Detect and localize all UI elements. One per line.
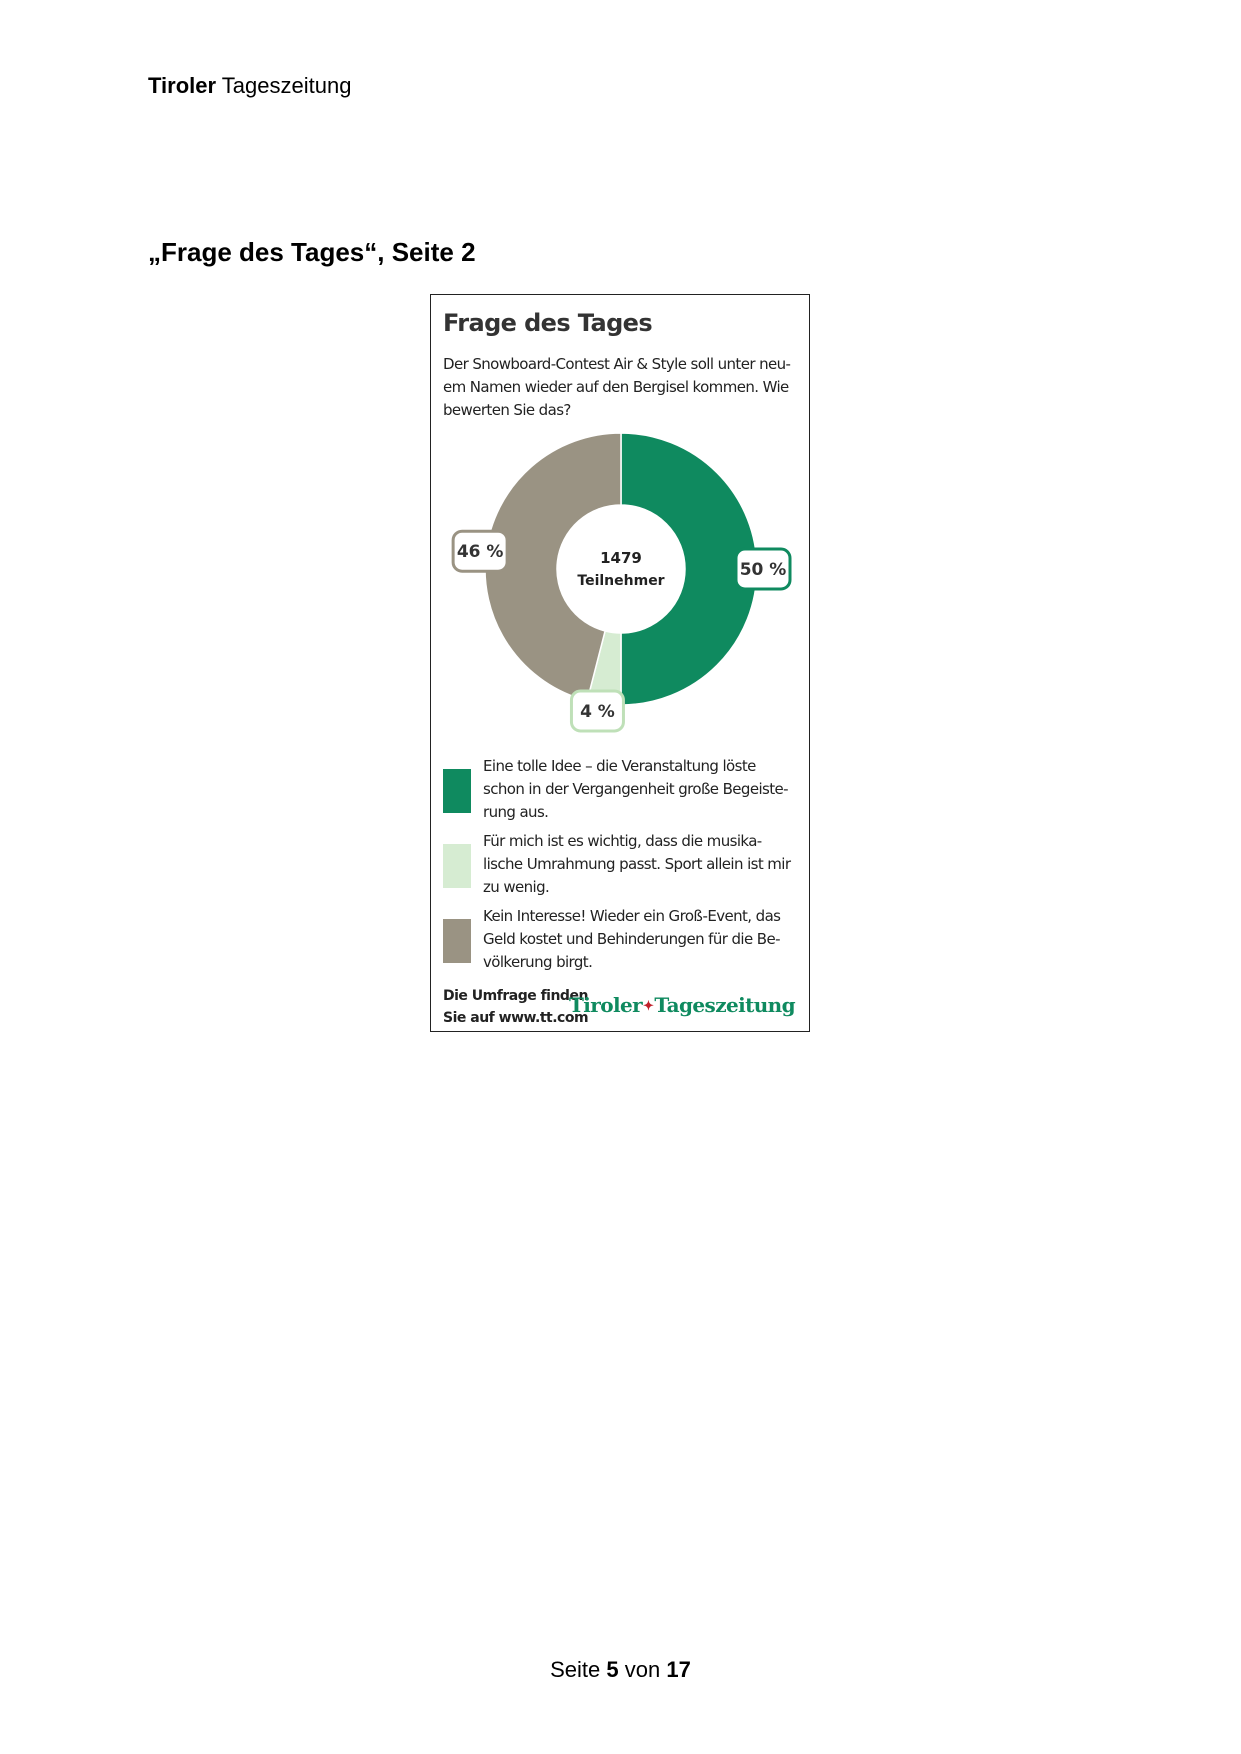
eagle-icon: ✦ xyxy=(643,999,654,1014)
center-label: Teilnehmer xyxy=(577,573,665,589)
logo-word-right: Tageszeitung xyxy=(654,993,795,1017)
survey-note-line1: Die Umfrage finden xyxy=(443,988,588,1004)
slice-label: 4 % xyxy=(580,702,615,722)
legend-item xyxy=(443,905,799,980)
clipping-question: Der Snowboard-Contest Air & Style soll unter neu-em Namen wieder auf den Bergisel kommen. Wie bewerten Sie das? xyxy=(443,355,791,419)
chart-legend xyxy=(443,755,799,980)
footer-middle: von xyxy=(624,1657,661,1682)
legend-swatch xyxy=(443,844,471,888)
center-value: 1479 xyxy=(600,549,642,567)
legend-label: Eine tolle Idee – die Veranstaltung löste schon in der Vergangenheit große Begeiste-rung aus. xyxy=(483,757,788,821)
slice-label: 50 % xyxy=(739,560,787,580)
legend-item xyxy=(443,830,799,905)
newspaper-clipping xyxy=(430,294,810,1032)
page-footer xyxy=(0,1656,1241,1684)
legend-item xyxy=(443,755,799,830)
survey-note-line2: Sie auf www.tt.com xyxy=(443,1010,589,1026)
donut-chart xyxy=(431,423,810,743)
section-title: „Frage des Tages“, Seite 2 xyxy=(148,237,476,267)
legend-swatch xyxy=(443,919,471,963)
logo-word-left: Tiroler xyxy=(568,993,643,1017)
footer-page-number: 5 xyxy=(606,1657,619,1682)
footer-page-total: 17 xyxy=(666,1657,691,1682)
header-brand-regular: Tageszeitung xyxy=(221,73,352,98)
legend-swatch xyxy=(443,769,471,813)
footer-prefix: Seite xyxy=(550,1657,601,1682)
legend-label: Für mich ist es wichtig, dass die musika-lische Umrahmung passt. Sport allein ist mir zu wenig. xyxy=(483,832,791,896)
clipping-title: Frage des Tages xyxy=(443,309,653,337)
legend-label: Kein Interesse! Wieder ein Groß-Event, das Geld kostet und Behinderungen für die Be-völkerung birgt. xyxy=(483,907,781,971)
newspaper-logo xyxy=(569,993,795,1017)
document-header xyxy=(148,72,351,100)
slice-label: 46 % xyxy=(456,542,504,563)
donut-hole xyxy=(557,505,685,633)
header-brand-bold: Tiroler xyxy=(148,73,217,98)
